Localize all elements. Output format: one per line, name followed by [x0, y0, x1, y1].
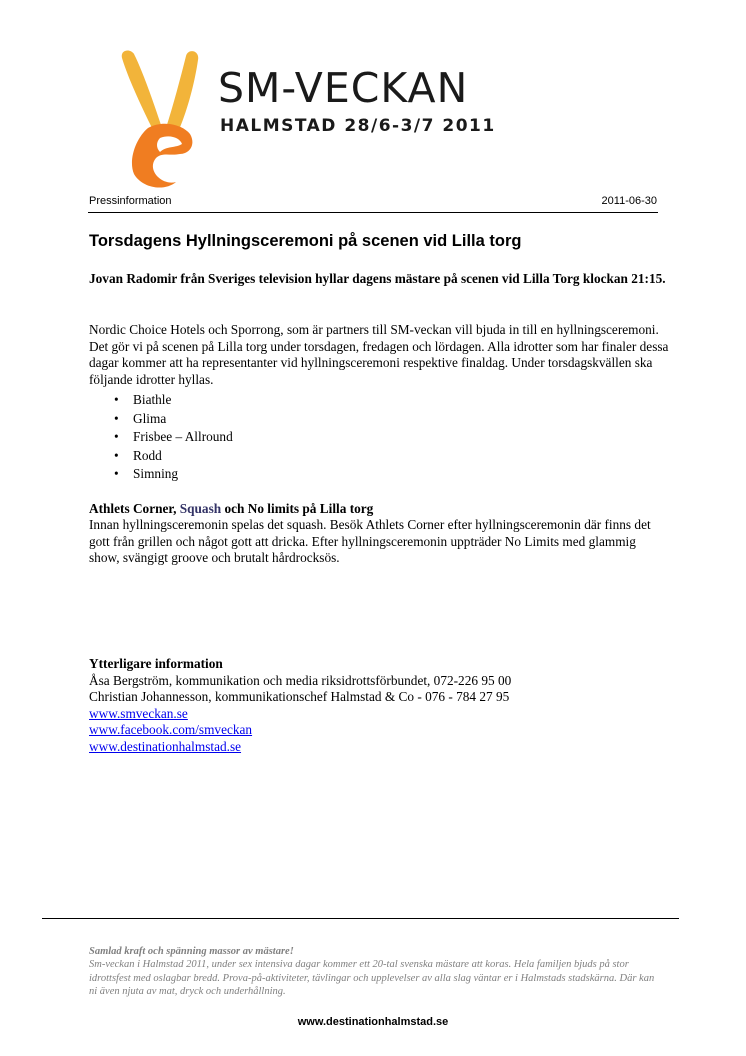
section-heading-end: och No limits på Lilla torg [221, 501, 374, 516]
footer-website: www.destinationhalmstad.se [297, 1016, 449, 1028]
header-divider [88, 212, 658, 213]
contact-title: Ytterligare information [89, 656, 223, 671]
list-item: • Glima [89, 410, 233, 429]
list-item: • Biathle [89, 391, 233, 410]
logo-title: SM-VECKAN [218, 64, 469, 112]
body-paragraph: Nordic Choice Hotels och Sporrong, som är partners till SM-veckan vill bjuda in till en hyllningsceremoni. Det gör vi på scenen på Lilla torg under torsdagen, fredagen och lördagen. Alla idrotter som har finaler dessa dagar kommer att ha representanter vid hyllningsceremoni respektive finaldag. Under torsdagskvällen ska följande idrotter hyllas. [89, 322, 669, 387]
victory-hand-icon [122, 51, 198, 188]
contact-info [89, 656, 511, 755]
section-heading-start: Athlets Corner, [89, 501, 180, 516]
contact-line: Åsa Bergström, kommunikation och media riksidrottsförbundet, 072-226 95 00 [89, 672, 512, 688]
link-facebook[interactable]: www.facebook.com/smveckan [89, 722, 253, 737]
footer-text [89, 945, 659, 998]
sports-list [89, 391, 233, 484]
link-destinationhalmstad[interactable]: www.destinationhalmstad.se [89, 738, 242, 754]
list-item: • Rodd [89, 447, 233, 466]
logo-subtitle: HALMSTAD 28/6-3/7 2011 [220, 116, 496, 136]
link-smveckan[interactable]: www.smveckan.se [89, 705, 188, 721]
press-label: Pressinformation [89, 195, 172, 207]
footer-divider [42, 918, 679, 919]
footer-tagline: Samlad kraft och spänning massor av mästare! [89, 946, 294, 957]
footer-description: Sm-veckan i Halmstad 2011, under sex intensiva dagar kommer ett 20-tal svenska mästare att koras. Hela familjen bjuds på stor idrottsfest med oslagbar bredd. Prova-på-aktiviteter, tävlingar och upplevelser av alla slag väntar er i Halmstads stadskärna. Där kan ni även njuta av mat, dryck och underhållning. [89, 959, 655, 997]
list-item: • Frisbee – Allround [89, 428, 233, 447]
press-date: 2011-06-30 [601, 195, 657, 207]
section-heading [89, 501, 373, 517]
section-paragraph: Innan hyllningsceremonin spelas det squash. Besök Athlets Corner efter hyllningsceremonin där finns det gott från grillen och något gott att dricka. Efter hyllningsceremonin uppträder No Limits med glammig show, svängigt groove och brutalt hårdrocksös. [89, 517, 651, 565]
list-item: • Simning [89, 465, 233, 484]
lead-paragraph: Jovan Radomir från Sveriges television hyllar dagens mästare på scenen vid Lilla Torg klockan 21:15. [89, 271, 666, 286]
section-heading-accent: Squash [179, 501, 222, 516]
headline: Torsdagens Hyllningsceremoni på scenen vid Lilla torg [89, 232, 522, 250]
contact-line: Christian Johannesson, kommunikationschef Halmstad & Co - 076 - 784 27 95 [89, 689, 510, 704]
